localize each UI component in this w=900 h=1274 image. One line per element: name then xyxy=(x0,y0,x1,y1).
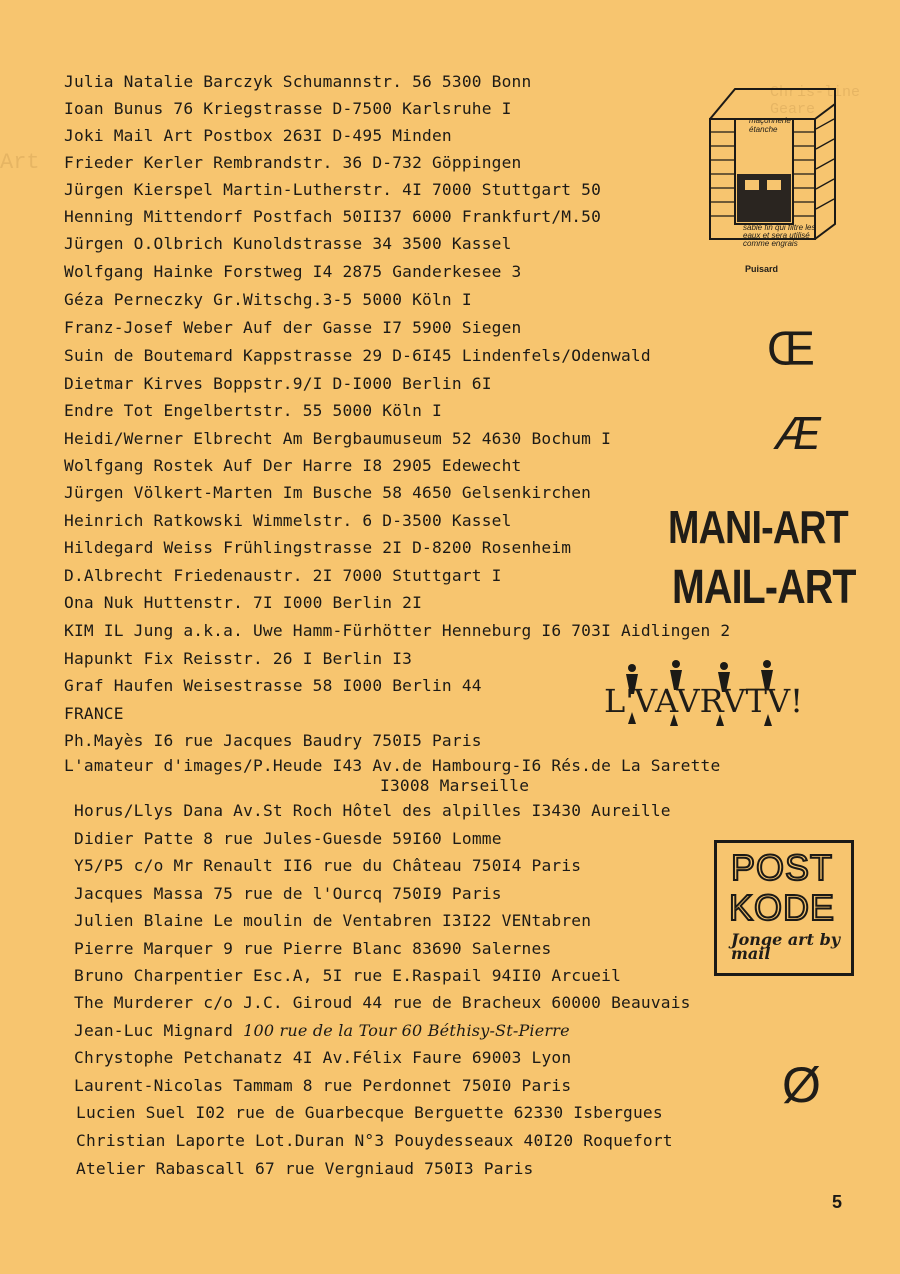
address-line: Hapunkt Fix Reisstr. 26 I Berlin I3 xyxy=(64,649,413,668)
address-line: Lucien Suel I02 rue de Guarbecque Berguette 62330 Isbergues xyxy=(76,1103,663,1122)
lavrvty-stamp xyxy=(604,654,816,744)
address-line: Wolfgang Rostek Auf Der Harre I8 2905 Edewecht xyxy=(64,456,522,475)
address-line: Hildegard Weiss Frühlingstrasse 2I D-8200 Rosenheim xyxy=(64,538,572,557)
address-line: Bruno Charpentier Esc.A, 5I rue E.Raspail 94II0 Arcueil xyxy=(74,966,622,985)
show-through-text: Chris-line Geare xyxy=(770,84,861,118)
address-line: Atelier Rabascall 67 rue Vergniaud 750I3 Paris xyxy=(76,1159,534,1178)
show-through-text: Art xyxy=(0,150,40,175)
postkode-stamp xyxy=(714,840,854,976)
address-line: Y5/P5 c/o Mr Renault II6 rue du Château 750I4 Paris xyxy=(74,856,582,875)
address-line xyxy=(74,1021,570,1041)
puisard-illustration xyxy=(705,74,845,279)
address-line: Ioan Bunus 76 Kriegstrasse D-7500 Karlsruhe I xyxy=(64,99,512,118)
oe-ligature-stamp: Œ xyxy=(767,323,815,376)
address-line: Franz-Josef Weber Auf der Gasse I7 5900 Siegen xyxy=(64,318,522,337)
address-line: KIM IL Jung a.k.a. Uwe Hamm-Fürhötter Henneburg I6 703I Aidlingen 2 xyxy=(64,621,731,640)
address-line-continuation: I3008 Marseille xyxy=(380,776,530,795)
lavrvty-text: L'VAVRVTV! xyxy=(604,682,803,720)
address-line: The Murderer c/o J.C. Giroud 44 rue de Bracheux 60000 Beauvais xyxy=(74,993,691,1012)
address-name: Jean-Luc Mignard xyxy=(74,1021,234,1040)
address-line: Heidi/Werner Elbrecht Am Bergbaumuseum 52 4630 Bochum I xyxy=(64,429,612,448)
address-line: Jürgen Kierspel Martin-Lutherstr. 4I 7000 Stuttgart 50 xyxy=(64,180,602,199)
postkode-line3: Jonge art by mail xyxy=(731,930,841,963)
address-line: Pierre Marquer 9 rue Pierre Blanc 83690 Salernes xyxy=(74,939,552,958)
address-line: Jürgen Völkert-Marten Im Busche 58 4650 Gelsenkirchen xyxy=(64,483,592,502)
puisard-label-bottom: sable fin qui filtre les eaux et sera utilisé comme engrais xyxy=(743,223,816,248)
mani-art-stamp: MANI-ART xyxy=(668,501,848,553)
handwritten-address: 100 rue de la Tour 60 Béthisy-St-Pierre xyxy=(243,1021,570,1040)
address-line: Julien Blaine Le moulin de Ventabren I3I22 VENtabren xyxy=(74,911,592,930)
mail-art-stamp: MAIL-ART xyxy=(672,561,856,614)
address-line: Ph.Mayès I6 rue Jacques Baudry 750I5 Paris xyxy=(64,731,482,750)
address-line: Frieder Kerler Rembrandstr. 36 D-732 Göppingen xyxy=(64,153,522,172)
address-line: Endre Tot Engelbertstr. 55 5000 Köln I xyxy=(64,401,442,420)
postkode-line2: KODE xyxy=(729,887,836,928)
address-line: Suin de Boutemard Kappstrasse 29 D-6I45 Lindenfels/Odenwald xyxy=(64,346,651,365)
address-line: D.Albrecht Friedenaustr. 2I 7000 Stuttgart I xyxy=(64,566,502,585)
address-line: Graf Haufen Weisestrasse 58 I000 Berlin 44 xyxy=(64,676,482,695)
address-line: Ona Nuk Huttenstr. 7I I000 Berlin 2I xyxy=(64,593,423,612)
address-line: Géza Perneczky Gr.Witschg.3-5 5000 Köln I xyxy=(64,290,472,309)
page-number: 5 xyxy=(832,1192,843,1212)
address-line: Horus/Llys Dana Av.St Roch Hôtel des alpilles I3430 Aureille xyxy=(74,801,671,820)
address-line: Wolfgang Hainke Forstweg I4 2875 Ganderkesee 3 xyxy=(64,262,522,281)
address-line: Heinrich Ratkowski Wimmelstr. 6 D-3500 Kassel xyxy=(64,511,512,530)
address-line: Dietmar Kirves Boppstr.9/I D-I000 Berlin 6I xyxy=(64,374,492,393)
ae-ligature-stamp: Æ xyxy=(775,407,821,459)
puisard-caption: Puisard xyxy=(745,264,779,274)
address-line: Jürgen O.Olbrich Kunoldstrasse 34 3500 Kassel xyxy=(64,234,512,253)
address-line: L'amateur d'images/P.Heude I43 Av.de Hambourg-I6 Rés.de La Sarette xyxy=(64,756,721,775)
address-line: Didier Patte 8 rue Jules-Guesde 59I60 Lomme xyxy=(74,829,502,848)
puisard-label-top: maçonnerie étanche xyxy=(749,116,791,134)
well-drawing-icon xyxy=(705,74,845,279)
address-line: Jacques Massa 75 rue de l'Ourcq 750I9 Paris xyxy=(74,884,502,903)
address-line: Joki Mail Art Postbox 263I D-495 Minden xyxy=(64,126,452,145)
address-line: Laurent-Nicolas Tammam 8 rue Perdonnet 750I0 Paris xyxy=(74,1076,572,1095)
postkode-line1: POST xyxy=(731,847,834,888)
address-line: Julia Natalie Barczyk Schumannstr. 56 5300 Bonn xyxy=(64,72,532,91)
section-heading-france: FRANCE xyxy=(64,704,124,723)
address-line: Christian Laporte Lot.Duran N°3 Pouydesseaux 40I20 Roquefort xyxy=(76,1131,673,1150)
oslash-stamp: Ø xyxy=(782,1057,821,1113)
address-line: Henning Mittendorf Postfach 50II37 6000 Frankfurt/M.50 xyxy=(64,207,602,226)
address-line: Chrystophe Petchanatz 4I Av.Félix Faure 69003 Lyon xyxy=(74,1048,572,1067)
